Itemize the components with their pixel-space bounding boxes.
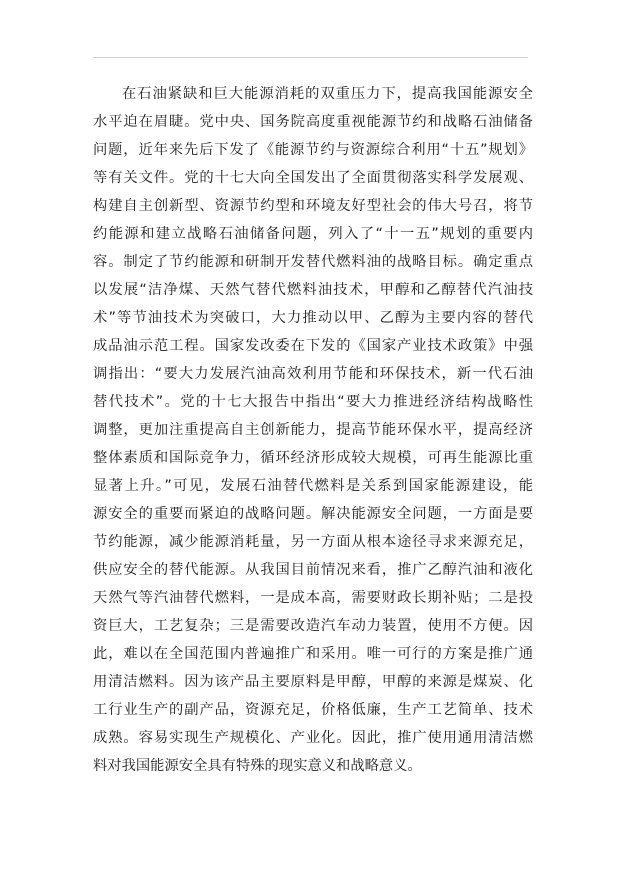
- paragraph-line: 工行业生产的副产品，资源充足，价格低廉，生产工艺简单、技术: [93, 702, 533, 718]
- paragraph-line: 替代技术”。党的十七大报告中指出“要大力推进经济结构战略性: [93, 394, 533, 410]
- paragraph-line: 资巨大，工艺复杂；三是需要改造汽车动力装置，使用不方便。因: [93, 618, 533, 634]
- paragraph-line: 天然气等汽油替代燃料，一是成本高，需要财政长期补贴；二是投: [93, 590, 533, 606]
- paragraph-line: 构建自主创新型、资源节约型和环境友好型社会的伟大号召，将节: [93, 198, 533, 214]
- paragraph-line: 问题，近年来先后下发了《能源节约与资源综合利用“十五”规划》: [93, 142, 533, 158]
- paragraph-line: 用清洁燃料。因为该产品主要原料是甲醇，甲醇的来源是煤炭、化: [93, 674, 533, 690]
- paragraph-line: 调指出：“要大力发展汽油高效利用节能和环保技术，新一代石油: [93, 366, 533, 382]
- paragraph-line: 调整，更加注重提高自主创新能力，提高节能环保水平，提高经济: [93, 422, 533, 438]
- paragraph-line: 水平迫在眉睫。党中央、国务院高度重视能源节约和战略石油储备: [93, 114, 533, 130]
- paragraph-line: 整体素质和国际竞争力，循环经济形成较大规模，可再生能源比重: [93, 450, 533, 466]
- paragraph-line: 料对我国能源安全具有特殊的现实意义和战略意义。: [93, 758, 422, 774]
- paragraph-line: 供应安全的替代能源。从我国目前情况来看，推广乙醇汽油和液化: [93, 562, 533, 578]
- paragraph-line: 在石油紧缺和巨大能源消耗的双重压力下，提高我国能源安全: [122, 86, 533, 102]
- paragraph-line: 源安全的重要而紧迫的战略问题。解决能源安全问题，一方面是要: [93, 506, 533, 522]
- paragraph-line: 此，难以在全国范围内普遍推广和采用。唯一可行的方案是推广通: [93, 646, 533, 662]
- header-rule: [93, 57, 528, 58]
- paragraph-line: 约能源和建立战略石油储备问题，列入了“十一五”规划的重要内: [93, 226, 533, 242]
- paragraph-line: 显著上升。”可见，发展石油替代燃料是关系到国家能源建设，能: [93, 478, 533, 494]
- paragraph-line: 节约能源，减少能源消耗量，另一方面从根本途径寻求来源充足，: [93, 534, 533, 550]
- paragraph-line: 术”等节油技术为突破口，大力推动以甲、乙醇为主要内容的替代: [93, 310, 533, 326]
- paragraph-line: 容。制定了节约能源和研制开发替代燃料油的战略目标。确定重点: [93, 254, 533, 270]
- paragraph-line: 等有关文件。党的十七大向全国发出了全面贯彻落实科学发展观、: [93, 170, 533, 186]
- paragraph-line: 成品油示范工程。国家发改委在下发的《国家产业技术政策》中强: [93, 338, 533, 354]
- body-paragraph: [93, 80, 533, 780]
- paragraph-line: 以发展“洁净煤、天然气替代燃料油技术，甲醇和乙醇替代汽油技: [93, 282, 533, 298]
- paragraph-line: 成熟。容易实现生产规模化、产业化。因此，推广使用通用清洁燃: [93, 730, 533, 746]
